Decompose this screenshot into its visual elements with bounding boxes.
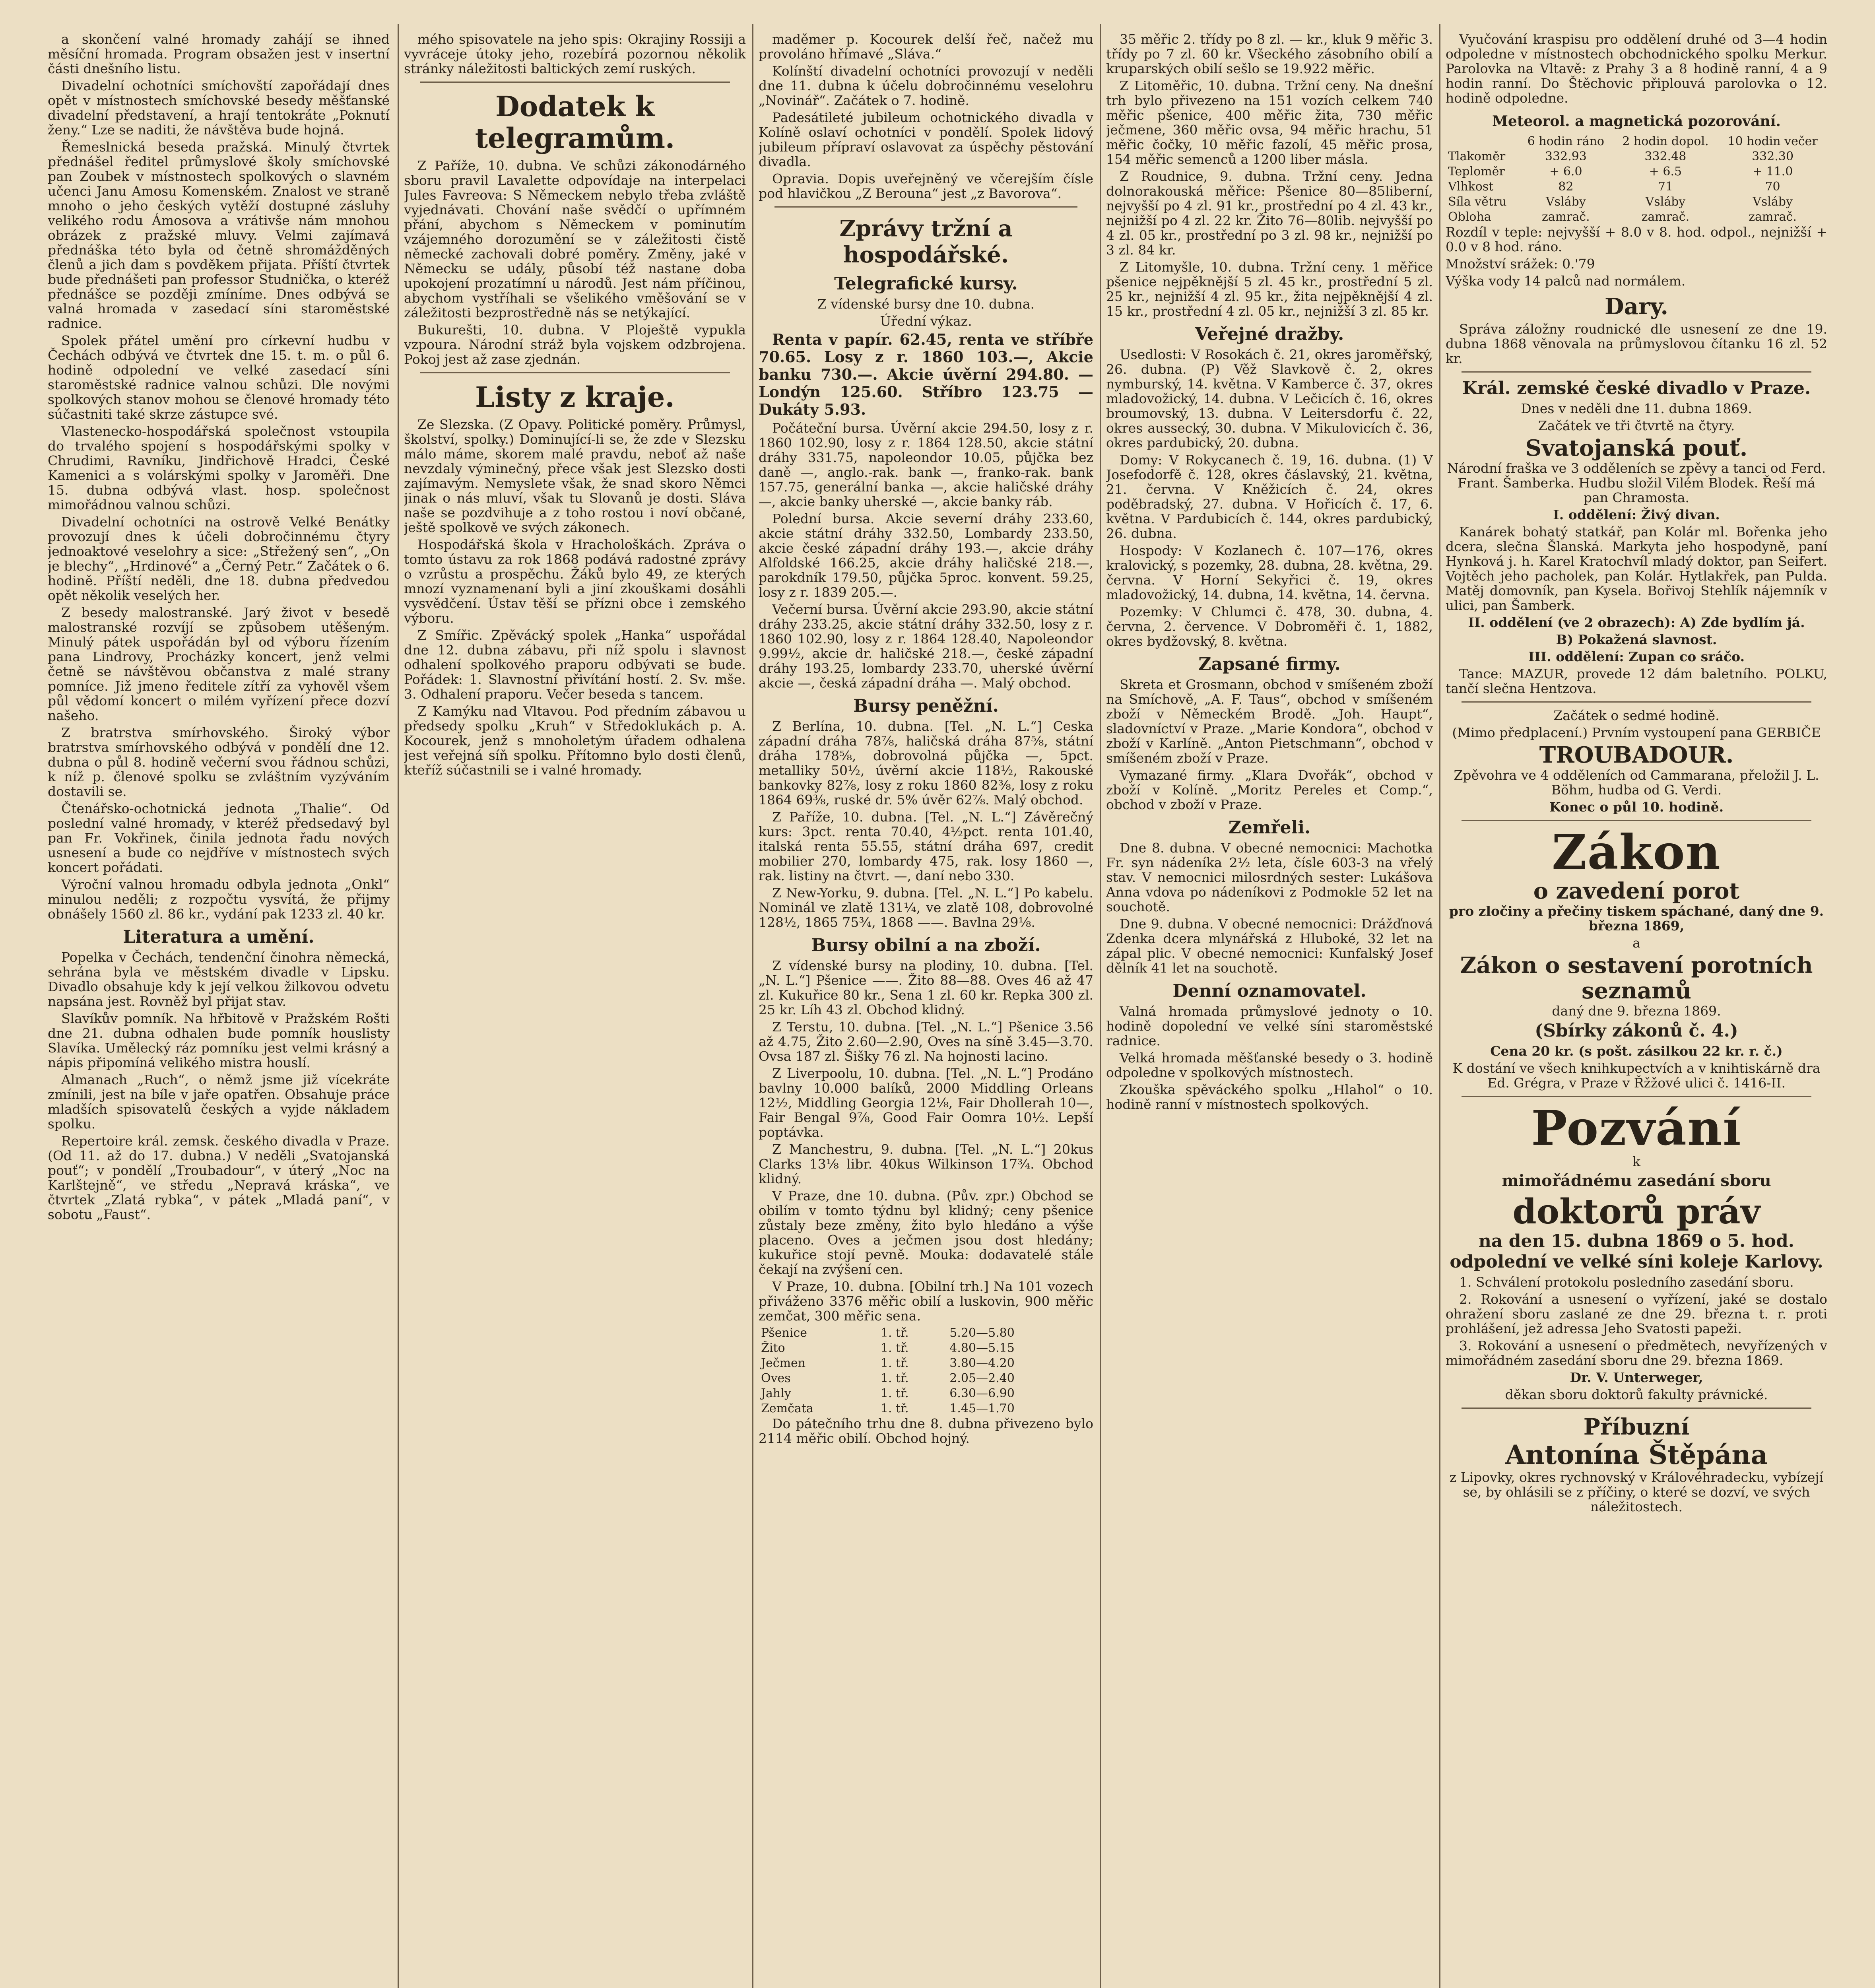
meteo-note: Množství srážek: 0.'79: [1446, 256, 1595, 272]
paragraph: Správa záložny roudnické dle usnesení ze dne 19. dubna 1868 věnovala na průmyslovou čítanku 16 zl. 52 kr.: [1446, 321, 1827, 366]
ad-zakon-dostani: K dostání ve všech knihkupectvích a v knihtiskárně dra Ed. Grégra, v Praze v Řžžové ulici č. 1416-II.: [1452, 1060, 1821, 1091]
ad-zakon-title: Zákon: [1552, 824, 1721, 880]
theatre-heading: Král. zemské české divadlo v Praze.: [1462, 378, 1811, 398]
paragraph: Valná hromada průmyslové jednoty o 10. hodině dopolední ve velké síni staroměstské radnice.: [1106, 1004, 1433, 1048]
ad-pribuzni-heading: Příbuzní: [1583, 1414, 1690, 1440]
section-heading-econ: Zprávy tržní a hospodářské.: [839, 215, 1013, 268]
paragraph: Kolínští divadelní ochotníci provozují v neděli dne 11. dubna k účelu dobročinnému veselohru „Novinář“. Začátek o 7. hodině.: [759, 63, 1093, 108]
paragraph: Bukurešti, 10. dubna. V Ploještě vypukla vzpoura. Národní stráž byla vojskem odzbrojena. Pokoj jest až zase zjednán.: [404, 322, 746, 367]
column-rule: [398, 24, 399, 1988]
paragraph: mého spisovatele na jeho spis: Okrajiny Rossiji a vyvráceje útoky jeho, rozebírá pozornou několik stránky náležitosti baltických zemí ruských.: [404, 32, 746, 76]
ad-zakon-sbirka: (Sbírky zákonů č. 4.): [1535, 1021, 1738, 1041]
table-row: Ječmen 1. tř. 3.80—4.20: [761, 1356, 1015, 1370]
divider: [420, 82, 730, 83]
paragraph: Polední bursa. Akcie severní dráhy 233.60, akcie státní dráhy 332.50, Lombardy 233.50, akcie české západní dráhy 193.—, akcie dráhy Alfoldské 166.25, akcie dráhy haličské 218.—, parokdník 179.50, půjčka 5proc. konvent. 59.25, losy z r. 1839 205.—.: [759, 511, 1093, 600]
ad-pozvani-sub: mimořádnému zasedání sboru: [1502, 1171, 1771, 1190]
meteo-table: [1446, 134, 1827, 225]
paragraph: Vyučování kraspisu pro oddělení druhé od 3—4 hodin odpoledne v místnostech obchodnického spolku Merkur. Parolovka na Vltavě: z Prahy 3 a 8 hodině ranní, 4 a 9 hodin ranní. Do Štěchovic připlouvá parolovka o 12. hodině odpoledne.: [1446, 32, 1827, 106]
exchange-summary: Renta v papír. 62.45, renta ve stříbře 70.65. Losy z r. 1860 103.—, Akcie banku 730.—. Akcie úvěrní 294.80. — Londýn 125.60. Stříbro 123.75 — Dukáty 5.93.: [759, 330, 1093, 418]
table-row: Vlhkost 82 71 70: [1448, 180, 1780, 194]
paragraph: Vlastenecko-hospodářská společnost vstoupila do trvalého spojení s hospodářskými spolky v Chrudimi, Ravníku, Jindřichově Hradci, České Kamenici a s volárskými spolky v Jaroměři. Dne 15. dubna odbývá vlast. hosp. společnost mimořádnou valnou schůzi.: [48, 423, 390, 513]
table-row: Oves 1. tř. 2.05—2.40: [761, 1371, 1015, 1385]
divider: [774, 206, 1077, 208]
paragraph: Zkouška spěváckého spolku „Hlahol“ o 10. hodině ranní v místnostech spolkových.: [1106, 1082, 1433, 1112]
paragraph: Z bratrstva smírhovského. Široký výbor bratrstva smírhovského odbývá v pondělí dne 12. dubna o půl 8. hodině večerní svou řádnou schůzi, k níž p. členové spolku se zvláštním vyzýváním dostavili se.: [48, 725, 390, 799]
ad-pribuzni-text: z Lipovky, okres rychnovský v Královéhradecku, vybízejí se, by ohlásili se z příčiny, o které se dozví, ve svých náležitostech.: [1449, 1470, 1824, 1514]
program-item: 1. Schválení protokolu posledního zasedání sboru.: [1459, 1274, 1794, 1290]
theatre-title: Svatojanská pouť.: [1525, 435, 1748, 461]
divider: [1462, 1408, 1811, 1409]
paragraph: Z Liverpoolu, 10. dubna. [Tel. „N. L.“] Prodáno bavlny 10.000 balíků, 2000 Middling Orleans 12½, Middling Georgia 12⅛, Fair Dhollerah 10—, Fair Bengal 9⅞, Good Fair Oomra 10½. Lepší poptávka.: [759, 1066, 1093, 1140]
ad-pozvani-role: děkan sboru doktorů fakulty právnické.: [1505, 1387, 1768, 1402]
price-table: [759, 1326, 1093, 1416]
paragraph: Vymazané firmy. „Klara Dvořák“, obchod v zboží v Kolíně. „Moritz Pereles et Comp.“, obchod v zboží v Praze.: [1106, 767, 1433, 812]
table-row: Jahly 1. tř. 6.30—6.90: [761, 1386, 1015, 1400]
paragraph: Do pátečního trhu dne 8. dubna přivezeno bylo 2114 měřic obilí. Obchod hojný.: [759, 1416, 1093, 1446]
program-item: 3. Rokování a usnesení o předmětech, nevyřízených v mimořádném zasedání sboru dne 29. března 1869.: [1446, 1338, 1827, 1368]
ad-pozvani-date: na den 15. dubna 1869 o 5. hod. odpolední ve velké síni koleje Karlovy.: [1450, 1231, 1823, 1272]
subheading-dary: Dary.: [1605, 293, 1668, 320]
meteo-note: Rozdíl v teple: nejvyšší + 8.0 v 8. hod. odpol., nejnižší + 0.0 v 8 hod. ráno.: [1446, 224, 1827, 254]
paragraph: Večerní bursa. Úvěrní akcie 293.90, akcie státní dráhy 233.25, akcie státní dráhy 332.50, losy z r. 1860 102.90, losy z r. 1864 128.40, Napoleondor 9.99½, akcie dr. haličské 218.—, české západní dráhy 193.25, lombardy 233.70, uherské úvěrní akcie —, česká západní dráha —. Malý obchod.: [759, 602, 1093, 691]
column-rule: [1100, 24, 1101, 1988]
ad-zakon2-desc: daný dne 9. března 1869.: [1552, 1003, 1721, 1019]
paragraph: Dne 8. dubna. V obecné nemocnici: Machotka Fr. syn nádeníka 2½ leta, čísle 603-3 na vřelý stav. V nemocnici milosrdných sester: Lukášova Anna vdova po nádeníkovi z Podmokle 52 let na souchotě.: [1106, 840, 1433, 914]
table-row: Pšenice 1. tř. 5.20—5.80: [761, 1326, 1015, 1340]
paragraph: 35 měřic 2. třídy po 8 zl. — kr., kluk 9 měřic 3. třídy po 7 zl. 60 kr. Všeckého zásobního obilí a kruparských obilí sešlo se 19.922 měřic.: [1106, 32, 1433, 76]
paragraph: Z New-Yorku, 9. dubna. [Tel. „N. L.“] Po kabelu. Nominál ve zlatě 131¼, ve zlatě 108, dobrovolné 128½, 1865 75¾, 1868 ——. Bavlna 29⅛.: [759, 885, 1093, 930]
divider: [1462, 371, 1811, 373]
paragraph: maděmer p. Kocourek delší řeč, načež mu provoláno hřímavé „Sláva.“: [759, 32, 1093, 62]
paragraph: Skreta et Grosmann, obchod v smíšeném zboží na Smíchově, „A. F. Taus“, obchod v smíšeném zboží v Německém Brodě. „Joh. Haupt“, sladovníctví v Praze. „Marie Kondora“, obchod v zboží v Karlíně. „Anton Pietschmann“, obchod v smíšeném zboží v Praze.: [1106, 677, 1433, 766]
paragraph: Hospody: V Kozlanech č. 107—176, okres kralovický, s pozemky, 28. dubna, 28. května, 29. června. V Horní Sekyřici č. 19, okres mladovožický, 14. dubna, 14. května, 14. června.: [1106, 543, 1433, 602]
column-4: [1106, 32, 1433, 1988]
theatre-act: B) Pokažená slavnost.: [1556, 632, 1717, 647]
paragraph: Domy: V Rokycanech č. 19, 16. dubna. (1) V Josefodorfě č. 128, okres čáslavský, 21. května, 21. června. V Kněžicích č. 24, okres poděbradský, 27. dubna. V Hořicích č. 17, 6. května. V Pardubicích č. 144, okres pardubický, 26. dubna.: [1106, 452, 1433, 541]
theatre-act: I. oddělení: Živý divan.: [1553, 507, 1720, 522]
column-5: [1446, 32, 1827, 1988]
section-heading-listy: Listy z kraje.: [475, 381, 675, 414]
opera-time: Začátek o sedmé hodině.: [1553, 708, 1720, 723]
subheading-plodiny: Bursy obilní a na zboží.: [811, 935, 1041, 955]
subheading-peneni: Bursy peněžní.: [853, 696, 999, 716]
paragraph: Pozemky: V Chlumci č. 478, 30. dubna, 4. června, 2. července. V Dobroměři č. 1, 1882, okres bydžovský, 8. května.: [1106, 604, 1433, 649]
table-row: Zemčata 1. tř. 1.45—1.70: [761, 1402, 1015, 1415]
ad-zakon2-title: Zákon o sestavení porotních seznamů: [1460, 952, 1813, 1004]
theatre-time: Začátek ve tři čtvrtě na čtyry.: [1538, 418, 1735, 433]
subheading-drazby: Veřejné dražby.: [1195, 324, 1344, 344]
column-1: [48, 32, 390, 1988]
column-rule: [752, 24, 753, 1988]
subheading-telegraf: Telegrafické kursy.: [834, 274, 1018, 294]
ad-zakon-cena: Cena 20 kr. (s pošt. zásilkou 22 kr. r. č.): [1490, 1043, 1783, 1059]
paragraph: Divadelní ochotníci smíchovští zapořádají dnes opět v místnostech smíchovské besedy měšťanské divadelní představení, a hrají tentokráte „Poknutí ženy.“ Lze se naditi, že návštěva bude hojná.: [48, 78, 390, 138]
divider: [1462, 1096, 1811, 1097]
divider: [1462, 820, 1811, 821]
paragraph: Velká hromada měšťanské besedy o 3. hodině odpoledne v spolkových místnostech.: [1106, 1050, 1433, 1080]
paragraph: Popelka v Čechách, tendenční činohra německá, sehrána byla ve městském divadle v Lipsku. Divadlo obsahuje kdy k její velkou žilkovou odvetu napsána jest. Rovněž byl přijat stav.: [48, 949, 390, 1009]
opera-desc: Zpěvohra ve 4 odděleních od Cammarana, přeložil J. L. Böhm, hudba od G. Verdi.: [1454, 767, 1819, 798]
subheading-line: Z vídenské bursy dne 10. dubna.: [817, 296, 1035, 312]
paragraph: Repertoire král. zemsk. českého divadla v Praze. (Od 11. až do 17. dubna.) V neděli „Svatojanská pouť“; v pondělí „Troubadour“, v úterý „Noc na Karlštejně“, ve středu „Nepravá kráska“, ve čtvrtek „Zlatá rybka“, v pátek „Mladá paní“, v sobotu „Faust“.: [48, 1133, 390, 1222]
column-rule: [1439, 24, 1440, 1988]
ad-pozvani-sign: Dr. V. Unterweger,: [1570, 1370, 1703, 1385]
theatre-act: II. oddělení (ve 2 obrazech): A) Zde bydlím já.: [1468, 615, 1805, 630]
paragraph: Čtenářsko-ochotnická jednota „Thalie“. Od poslední valné hromady, v kteréž předsedavý byl pan Fr. Vokřinek, činila jednota řadu nových usnesení a bude co nejdříve v místnostech svých koncert pořádati.: [48, 801, 390, 875]
ad-pribuzni-name: Antonína Štěpána: [1505, 1439, 1768, 1470]
paragraph: Slavíkův pomník. Na hřbitově v Pražském Rošti dne 21. dubna odhalen bude pomník houslisty Slavíka. Umělecký ráz pomníku jest velmi krásný a nápis připomíná velikého mistra houslí.: [48, 1011, 390, 1070]
table-row: Obloha zamrač. zamrač. zamrač.: [1448, 210, 1797, 224]
paragraph: Z Kamýku nad Vltavou. Pod předním zábavou u předsedy spolku „Kruh“ v Středoklukách p. A. Kocourek, jenž s mnoholetým úřadem odhalena jest veřejná síň spolku. Přítomno bylo dosti členů, kteříž súčastnili se i valné hromady.: [404, 703, 746, 778]
paragraph: Z Terstu, 10. dubna. [Tel. „N. L.“] Pšenice 3.56 až 4.75, Žito 2.60—2.90, Oves na síně 3.45—3.70. Ovsa 187 zl. Šišky 76 zl. Na hojnosti lacino.: [759, 1019, 1093, 1064]
ad-zakon-a: a: [1632, 935, 1640, 951]
ad-zakon-desc: pro zločiny a přečiny tiskem spáchané, daný dne 9. března 1869,: [1449, 903, 1824, 934]
paragraph: Spolek přátel umění pro církevní hudbu v Čechách odbývá ve čtvrtek dne 15. t. m. o půl 6. hodině odpolední ve velké zasedací síni staroměstské radnice valnou schůzi. Dle novými spolkových stanov mohou se členové hromady této súčastniti také skrze zástupce své.: [48, 333, 390, 422]
paragraph: Z Paříže, 10. dubna. Ve schůzi zákonodárného sboru pravil Lavalette odpovídaje na interpelaci Jules Favreova: S Německem nebylo třeba zvláště vyjednávati. Chování naše svědčí o upřímném přání, abychom s Německem v pominutím vzájemného dorozumění se v záležitosti čistě německé zachovali dobré poměry. Změny, jaké v Německu se udály, působí též nastane doba upokojení prozatímní u národů. Jest nám příčinou, abychom vystříhali se všelikého vměšování se v záležitosti bezprostředně nás se netýkající.: [404, 158, 746, 320]
paragraph: Z Litoměřic, 10. dubna. Tržní ceny. Na dnešní trh bylo přivezeno na 151 vozích celkem 740 měřic pšenice, 400 měřic žita, 730 měřic ječmene, 360 měřic ovsa, 94 měřic hrachu, 51 měřic čočky, 10 měřic fazolí, 45 měřic prosa, 154 měřic semenců a 1200 liber másla.: [1106, 78, 1433, 167]
opera-title: TROUBADOUR.: [1539, 742, 1734, 768]
paragraph: Z Manchestru, 9. dubna. [Tel. „N. L.“] 20kus Clarks 13⅛ libr. 40kus Wilkinson 17¾. Obchod klidný.: [759, 1142, 1093, 1186]
ad-pozvani-big: doktorů práv: [1512, 1192, 1760, 1232]
paragraph: Řemeslnická beseda pražská. Minulý čtvrtek přednášel ředitel průmyslové školy smíchovské pan Zoubek v místnostech spolkových o slavném učenci Janu Amosu Komenském. Znalost ve straně mnoho o jeho českých vytěží dostupné zásluhy velikého rodu Ámosova a vrátivše nám mnohou obrázek z pražské mluvy. Velmi zajímavá přednáška této byla od četně shromážděných členů a jich dam s povděkem přijata. Příští čtvrtek bude přednášeti pan professor Studnička, o kteréž přednášce se později zmíníme. Dnes odbývá se valná hromada v zasedací síni staroměstské radnice.: [48, 139, 390, 331]
section-heading-telegram: Dodatek k telegramům.: [475, 90, 675, 155]
meteo-note: Výška vody 14 palců nad normálem.: [1446, 273, 1686, 289]
column-3: [759, 32, 1093, 1988]
subheading-zemreli: Zemřeli.: [1228, 817, 1311, 838]
opera-end: Konec o půl 10. hodině.: [1549, 799, 1724, 815]
paragraph: Výroční valnou hromadu odbyla jednota „Onkl“ minulou neděli; z rozpočtu vysvítá, že přijmy obnášely 1560 zl. 86 kr., vydání pak 1233 zl. 40 kr.: [48, 877, 390, 922]
paragraph: Usedlosti: V Rosokách č. 21, okres jaroměřský, 26. dubna. (P) Věž Slavkově č. 2, okres nymburský, 14. května. V Kamberce č. 37, okres mladovožický, 14. dubna. V Lečicích č. 16, okres broumovský, 13. dubna. V Leitersdorfu č. 22, okres aussecký, 30. dubna. V Mikulovicích č. 36, okres pardubický, 20. dubna.: [1106, 347, 1433, 450]
paragraph: Padesátileté jubileum ochotnického divadla v Kolíně oslaví ochotníci v pondělí. Spolek lidový jubileum přípraví oslavovat za úspěchy pěstování divadla.: [759, 110, 1093, 169]
program-item: 2. Rokování a usnesení o vyřízení, jaké se dostalo ohražení sboru zaslané ze dne 29. března t. r. proti prohlášení, jež adressa Jeho Svatosti papeži.: [1446, 1291, 1827, 1336]
paragraph: Z Smířic. Zpěvácký spolek „Hanka“ uspořádal dne 12. dubna zábavu, při níž spolu i slavnost odhalení spolkového praporu odbývati se bude. Pořádek: 1. Slavnostní přivítání hostí. 2. Sv. mše. 3. Odhalení praporu. Večer beseda s tancem.: [404, 627, 746, 702]
column-2: [404, 32, 746, 1988]
opera-sub: (Mimo předplacení.) Prvním vystoupení pana GERBIČE: [1452, 725, 1821, 740]
paragraph: V Praze, 10. dubna. [Obilní trh.] Na 101 vozech přiváženo 3376 měřic obilí a luskovin, 900 měřic zemčat, 300 měřic sena.: [759, 1279, 1093, 1324]
table-row: Žito 1. tř. 4.80—5.15: [761, 1341, 1015, 1355]
paragraph: Opravia. Dopis uveřejněný ve včerejším čísle pod hlavičkou „Z Berouna“ jest „z Bavorova“.: [759, 171, 1093, 201]
theatre-cast: Kanárek bohatý statkář, pan Kolár ml. Bořenka jeho dcera, slečna Šlanská. Markyta jeho hospodyně, paní Hynková j. h. Karel Kratochvíl mladý doktor, pan Seifert. Vojtěch jeho pacholek, pan Kolár. Hytlakřek, pan Pulda. Matěj domovník, pan Kysela. Bořivoj Stehlík nájemník v ulici, pan Šamberk.: [1446, 524, 1827, 613]
table-row: Tlakoměr 332.93 332.48 332.30: [1448, 149, 1794, 163]
ad-zakon-sub: o zavedení porot: [1533, 878, 1740, 904]
table-row: Teploměr + 6.0 + 6.5 + 11.0: [1448, 165, 1793, 179]
subheading-oznam: Denní oznamovatel.: [1172, 981, 1366, 1001]
divider: [1462, 701, 1811, 703]
ad-pozvani-k: k: [1632, 1154, 1640, 1169]
paragraph: Z Berlína, 10. dubna. [Tel. „N. L.“] Ceska západní dráha 78⅞, haličská dráha 87⅝, státní dráha 178⅝, dobrovolná půjčka —, 5pct. metalliky 50½, úvěrní akcie 118½, Rakouské bankovky 82⅞, losy z roku 1860 82⅜, losy z roku 1864 69⅜, ruské dr. 5% úvěr 62⅞. Malý obchod.: [759, 718, 1093, 808]
theatre-tance: Tance: MAZUR, provede 12 dám baletního. POLKU, tančí slečna Hentzova.: [1446, 666, 1827, 696]
paragraph: Dne 9. dubna. V obecné nemocnici: Drážďnová Zdenka dcera mlynářská z Hluboké, 32 let na zápal plic. V obecné nemocnici: Kunfalský Josef dělník 41 let na souchotě.: [1106, 916, 1433, 976]
subheading-meteo: Meteorol. a magnetická pozorování.: [1492, 113, 1781, 130]
theatre-date: Dnes v neděli dne 11. dubna 1869.: [1521, 401, 1752, 416]
paragraph: Hospodářská škola v Hrachološkách. Zpráva o tomto ústavu za rok 1868 podává radostné zprávy o vzrůstu a prospěchu. Žáků bylo 49, ze kterých mnozí vyznamenaní byli a jiní zkouškami dosáhli vysvědčení. Ústav těší se přízni obce i zemského výboru.: [404, 537, 746, 626]
paragraph: Z Paříže, 10. dubna. [Tel. „N. L.“] Závěrečný kurs: 3pct. renta 70.40, 4½pct. renta 101.40, italská renta 55.55, státní dráha 697, credit mobilier 270, lombardy 475, rak. losy 1860 —, rak. listiny na čtvrt. —, daní nebo 330.: [759, 809, 1093, 883]
paragraph: V Praze, dne 10. dubna. (Pův. zpr.) Obchod se obilím v tomto týdnu byl klidný; ceny pšenice zůstaly beze změny, žito bylo hledáno a výše placeno. Oves a ječmen jsou dost hledány; kukuřice stojí pevně. Mouka: dodavatelé stále čekají na zvýšení cen.: [759, 1188, 1093, 1277]
paragraph: Z Litomyšle, 10. dubna. Tržní ceny. 1 měřice pšenice nejpěknější 5 zl. 45 kr., prostřední 5 zl. 25 kr., nejnižší 4 zl. 95 kr., žita nejpěknější 4 zl. 15 kr., prostřední 4 zl. 05 kr., nejnižší 3 zl. 85 kr.: [1106, 259, 1433, 319]
theatre-desc: Národní fraška ve 3 odděleních se zpěvy a tanci od Ferd. Frant. Šamberka. Hudbu složil Vilém Blodek. Řeší má pan Chramosta.: [1447, 460, 1826, 505]
paragraph: Z Roudnice, 9. dubna. Tržní ceny. Jedna dolnorakouská měřice: Pšenice 80—85liberní, nejvyšší po 4 zl. 91 kr., prostřední po 4 zl. 43 kr., nejnižší po 4 zl. 22 kr. Žito 76—80lib. nejvyšší po 4 zl. 05 kr., prostřední po 3 zl. 98 kr., nejnižší po 3 zl. 84 kr.: [1106, 169, 1433, 258]
paragraph: Divadelní ochotníci na ostrově Velké Benátky provozují dnes k účeli dobročinnému čtyry jednoaktové veselohry a sice: „Střežený sen“, „On je blechy“, „Hrdinové“ a „Černý Petr.“ Začátek o 6. hodině. Příští neděli, dne 18. dubna předvedou opět několik veselých her.: [48, 514, 390, 603]
paragraph: Z besedy malostranské. Jarý život v besedě malostranské rozvíjí se způsobem utěšeným. Minulý pátek uspořádán byl od výboru řízením pana Lindrovy, Procházky koncert, jenž velmi četně se návštěvou občanstva z malé strany pomníce. Již jmeno ředitele zítří za vyhověl všem půl vědomí koncert o milém vyřízení přece dozví našeho.: [48, 605, 390, 723]
paragraph: Almanach „Ruch“, o němž jsme již vícekráte zmínili, jest na bíle v jaře opatřen. Obsahuje práce mladších spisovatelů českých a vyjde nákladem spolku.: [48, 1072, 390, 1132]
subheading-zapsane: Zapsané firmy.: [1198, 654, 1341, 674]
table-row: 6 hodin ráno 2 hodin dopol. 10 hodin večer: [1527, 134, 1818, 148]
paragraph: a skončení valné hromady zahájí se ihned měsíční hromada. Program obsažen jest v insertní části dnešního listu.: [48, 32, 390, 76]
paragraph: Ze Slezska. (Z Opavy. Politické poměry. Průmysl, školství, spolky.) Dominující-li se, že zde v Slezsku málo máme, skorem malé pravdu, neboť až naše nevzdaly výminečný, přece však jest Slezsko dosti zajímavým. Nemyslete však, že snad skoro Němci jinak o nás mluví, však tu Slovanů je dosti. Sláva naše se pozdvihuje a z toho rostou i noví občané, ještě spolkově ve svých zákonech.: [404, 417, 746, 535]
divider: [420, 372, 730, 373]
paragraph: Z vídenské bursy na plodiny, 10. dubna. [Tel. „N. L.“] Pšenice ——. Žito 88—88. Oves 46 až 47 zl. Kukuřice 80 kr., Sena 1 zl. 60 kr. Repka 300 zl. 25 kr. Líh 43 zl. Obchod klidný.: [759, 958, 1093, 1017]
subheading-line: Úřední výkaz.: [880, 313, 972, 329]
section-heading-literatura: Literatura a umění.: [123, 927, 314, 947]
table-row: Síla větru Vsláby Vsláby Vsláby: [1448, 195, 1793, 209]
theatre-act: III. oddělení: Zupan co sráčo.: [1528, 649, 1745, 664]
ad-pozvani-title: Pozvání: [1531, 1100, 1742, 1156]
paragraph: Počáteční bursa. Úvěrní akcie 294.50, losy z r. 1860 102.90, losy z r. 1864 128.50, akcie státní dráhy 331.75, napoleondor 10.05, půjčka bez daně —, anglo.-rak. bank —, franko-rak. bank 157.75, generální banka —, akcie haličské dráhy —, akcie banky uherské —, akcie banky ráb.: [759, 420, 1093, 509]
